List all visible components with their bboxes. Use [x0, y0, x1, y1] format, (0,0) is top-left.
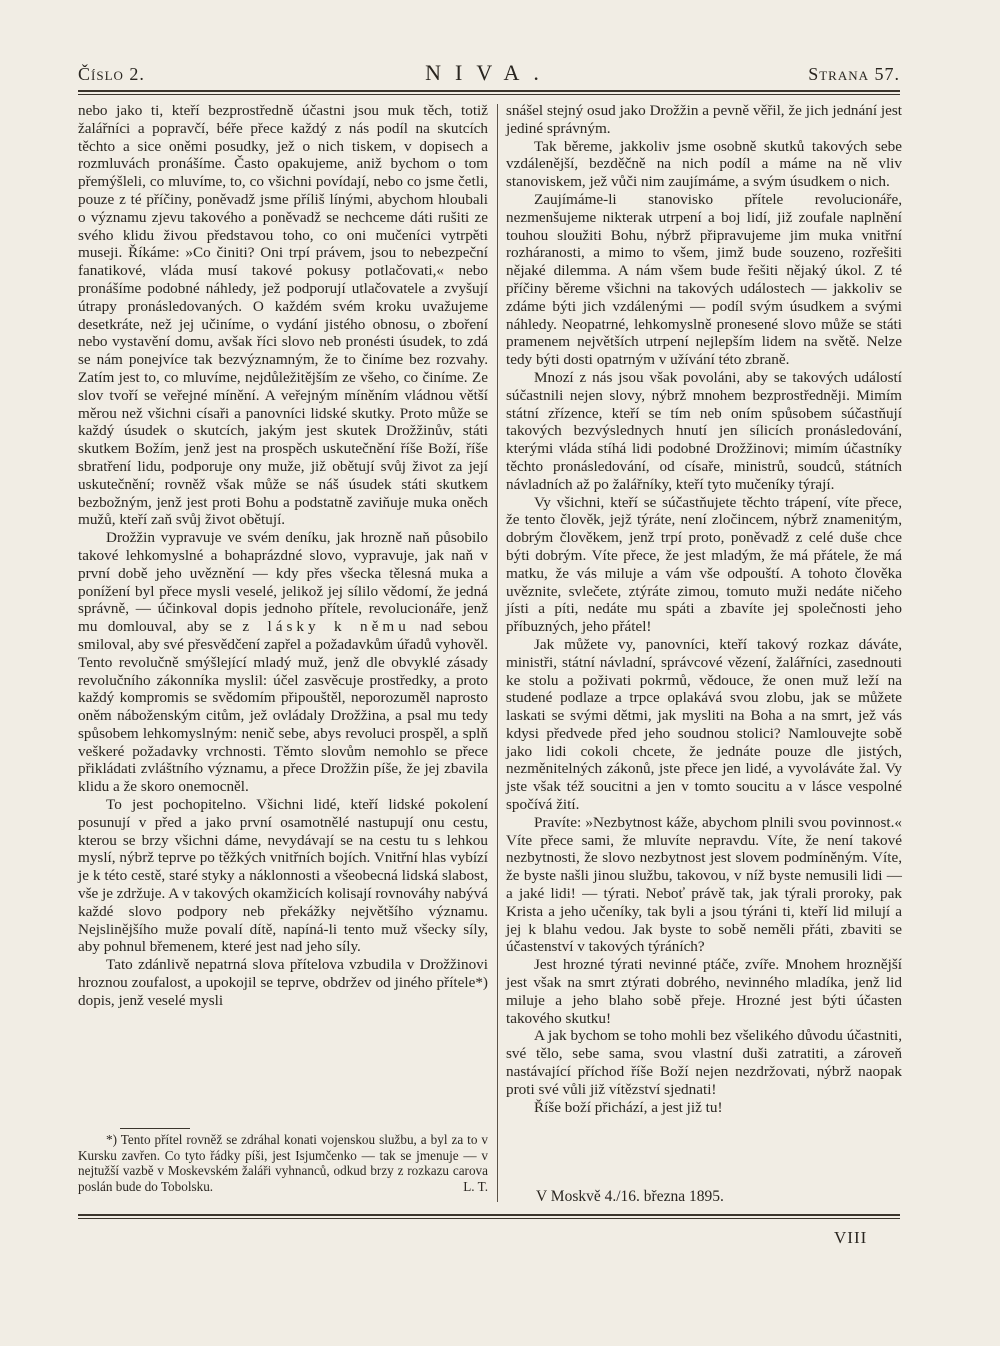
- paragraph: Pravíte: »Nezbytnost káže, abychom plnili svou povinnost.« Víte přece sami, že mluvíte nepravdu. Víte, že není takové nezbytnosti, že slovo nezbytnost jest slovem podmíněným. Víte, že byste našli jinou službu, takovou, v níž byste nemusili lidi — a jaké lidi! — týrati. Neboť právě tak, jak týrali proroky, pak Krista a jeho učeníky, tak byli a jsou týráni ti, kteří lid milují a jej k blahu vedou. Jak byste to sobě neměli přáti, zbaviti se účastenství v takových týráních?: [506, 813, 902, 956]
- right-column: [506, 102, 902, 1116]
- left-column: [78, 102, 488, 1010]
- paragraph: Vy všichni, kteří se súčastňujete těchto trápení, víte přece, že tento člověk, jejž týráte, není zločincem, nýbrž znamenitým, dobrým člověkem, jenž trpí proto, poněvadž z celé duše chce býti dobrým. Víte přece, že jest mladým, že má přátele, že má matku, že vás miluje a vám vše odpouští. A tohoto člověka uvěznite, svlečete, ztýráte zimou, tomuto muži nedáte ničeho jísti a píti, nedáte mu spáti a zbavíte jej společnosti jeho příbuzných, jeho přátel!: [506, 493, 902, 636]
- paragraph: snášel stejný osud jako Drožžin a pevně věřil, že jich jednání jest jediné správným.: [506, 102, 902, 137]
- column-divider: [497, 104, 498, 1202]
- dateline: V Moskvě 4./16. března 1895.: [536, 1188, 724, 1205]
- footnote-rule: [120, 1128, 190, 1129]
- paragraph: Tato zdánlivě nepatrná slova přítelova vzbudila v Drožžinovi hroznou zoufalost, a upokojil se teprve, obdržev od jiného přítele*) dopis, jenž veselé mysli: [78, 956, 488, 1009]
- paragraph: Drožžin vypravuje ve svém deníku, jak hrozně naň působilo takové lehkomyslné a bohaprázdné slovo, vypravuje, jak naň v první době jeho uvěznění — kdy přes všecka tělesná muka a ponížení byl přece mysli veselé, jelikož jej sílilo vědomí, že jedná správně, — účinkoval dopis jednoho přítele, revolucionáře, jenž mu domlouval, aby se z lásky k němu nad sebou smiloval, aby své přesvědčení zapřel a požadavkům úřadů vyhověl. Tento revolučně smýšlející mladý muž, jenž dle obvyklé zásady revolučního zákonníka myslil: účel zasvěcuje prostředky, a proto každý kompromis se svědomím připouštěl, neporozuměl naprosto oněm náboženským citům, jež ovládaly Drožžina, a psal mu tedy spůsobem lehkomyslným: nenič sebe, abys revoluci prospěl, a splň veškeré požadavky vrchnosti. Těmto slovům nemohlo se přece přikládati zvláštního významu, a přece Drožžin píše, že jej zbavila klidu a že skoro onemocněl.: [78, 529, 488, 796]
- printer-signature-mark: VIII: [834, 1228, 868, 1247]
- spaced-emphasis: z lásky k němu: [242, 618, 410, 636]
- header-rule: [78, 90, 900, 95]
- paragraph: Jak můžete vy, panovníci, kteří takový rozkaz dáváte, ministři, státní návladní, správcové vězení, žalářníci, zasednouti ke stolu a poživati pokrmů, vědouce, že onen muž leží na studené podlaze a trpce oplakává svou zlobu, jak se můžete laskati se svými dětmi, jak mysliti na Boha a na smrt, jež vás kdysi předvede před jeho soudnou stolici? Namlouvejte sobě jako lidi cokoli chcete, že jednáte pouze dle jistých, nezměnitelných zákonů, jste přece jen lidé, a vyvoláváte žal. Vy jste však též soucitni a jen v tomto soucitu a v lásce vespolné spočívá žití.: [506, 635, 902, 814]
- footnote-text: *) Tento přítel rovněž se zdráhal konati vojenskou službu, a byl za to v Kursku zavřen. Co tyto řádky píši, jest Isjumčenko — tak se jmenuje — v nejtužší vazbě v Moskevském žaláři vyhnanců, odkud brzy z rozkazu carova poslán bude do Tobolsku.: [78, 1132, 488, 1194]
- paragraph: Tak běreme, jakkoliv jsme osobně skutků takových sebe vzdálenější, bezděčně na nich podíl a máme na ně vliv stanoviskem, jež vůči nim zaujímáme, a svým úsudkem o nich.: [506, 137, 902, 191]
- footnote: [78, 1132, 488, 1194]
- journal-title: NIVA.: [425, 60, 553, 85]
- paragraph: Říše boží přichází, a jest již tu!: [534, 1098, 723, 1116]
- paragraph: Jest hrozné týrati nevinné ptáče, zvíře. Mnohem hroznější jest však na smrt ztýrati dobrého, nevinného mladíka, jenž lid miluje a jeho blaho sobě přeje. Hrozné jest býti účasten takového skutku!: [506, 956, 902, 1027]
- paragraph: To jest pochopitelno. Všichni lidé, kteří lidské pokolení posunují v před a jako první osamotnělé nastupují onu cestu, kterou se brzy všichni dáme, nevydávají se na cestu tu s lehkou myslí, nýbrž teprve po těžkých vnitřních bojích. Vnitřní hlas vybízí je k této cestě, staré styky a náklonnosti a všeobecná lidská slabost, vše je zdržuje. A v takových okamžicích kolisají rovnováhy nabývá každé slovo podpory neb překážky největšího významu. Nejslinějšího muže povalí dítě, napíná-li tento muž všecky síly, aby pohnul břemenem, které jest nad jeho síly.: [78, 796, 488, 956]
- paragraph: Mnozí z nás jsou však povoláni, aby se takových událostí súčastnili nejen slovy, nýbrž mnohem bezprostředněji. Mimím státní zřízence, kteří se tím neb oním spůsobem súčastňují takových bezvýslednych hnutí jen sílicích pronásledování, kterými vláda stíhá lidi podobné Drožžinovi; mimím účastníky těchto pronásledování, od císaře, ministrů, soudců, státních návladních až po žalářníky, kteří tyto mučeníky týrají.: [506, 368, 902, 493]
- footer-rule: [78, 1214, 900, 1219]
- paragraph: A jak bychom se toho mohli bez všelikého důvodu účastniti, své tělo, sebe sama, svou vlastní duši zatratiti, a zároveň nastávající příchod říše Boží nejen nezdržovati, nýbrž naopak proti své vůli již vítězství sjednati!: [506, 1027, 902, 1098]
- page-header: [78, 58, 900, 88]
- issue-number: Číslo 2.: [78, 64, 145, 84]
- footnote-signature: L. T.: [463, 1178, 488, 1194]
- paragraph: Zaujímáme-li stanovisko přítele revolucionáře, nezmenšujeme nikterak utrpení a boj lidí, již zoufale naplnění touhou sloužiti Bohu, nýbrž připravujeme jim muka vnitřní rozháranosti, a mimo to všem, jimž bude souzeno, rozřešiti nějaké dilemma. A nám všem bude řešiti nějaký úkol. Z té příčiny běreme všichni na takových událostech — jakkoliv se zdáme býti jich vzdálenými — podíl svým úsudkem a svými náhledy. Neopatrné, lehkomyslně pronesené slovo může se státi pramenem největších utrpení nejlepším lidem na světě. Nelze tedy býti dosti opatrným v užívání této zbraně.: [506, 190, 902, 369]
- paragraph: nebo jako ti, kteří bezprostředně účastni jsou muk těch, totiž žalářníci a popravčí, béře přece každý z nás podíl na skutcích těchto a sice oněmi posudky, jež o nich tiskem, v dopisech a rozmluvách pronášíme. Často opakujeme, aniž bychom o tom přemýšleli, co mluvíme, to, co všichni povídají, nebo co jsme četli, pouze z té příčiny, poněvadž jsme příliš línými, abychom hloubali o významu zjevu takového a poněvadž se nechceme dáti rušiti ze svého klidu živou představou toho, co oni mučeníci vytrpěti museji. Říkáme: »Co činiti? Oni trpí právem, jsou to nebezpeční fanatikové, vláda musí takové pokusy potlačovati,« nebo pronášíme podobné náhledy, jež podporují utlačovatele a zvyšují útrapy pronásledovaných. O každém svém kroku uvažujeme desetkráte, než jej učiníme, o vydání jistého obnosu, o zboření nebo vystavění domu, avšak říci slovo neb pronésti úsudek, to zdá se nám ponejvíce tak bezvýznamným, že to činíme bez rozvahy. Zatím jest to, co mluvíme, nejdůležitějším ze všeho, co činíme. Ze slov tvoří se veřejné mínění. A veřejným míněním vládnou větší měrou než všichni císaři a panovníci lidské skutky. Proto může se každý úsudek o skutcích, jakým jest skutek Drožžinův, státi skutkem Božím, jenž jest na prospěch uskutečnění říše Boží, říše sbratření lidu, podporuje ony muže, již obětují svůj život za její uskutečnění; rovněž však může se náš úsudek státi skutkem bezbožným, jenž jest proti Bohu a podstatně zaviňuje muka oněch mužů, kteří zaň svůj život obětují.: [78, 102, 488, 529]
- page-number: Strana 57.: [808, 64, 900, 84]
